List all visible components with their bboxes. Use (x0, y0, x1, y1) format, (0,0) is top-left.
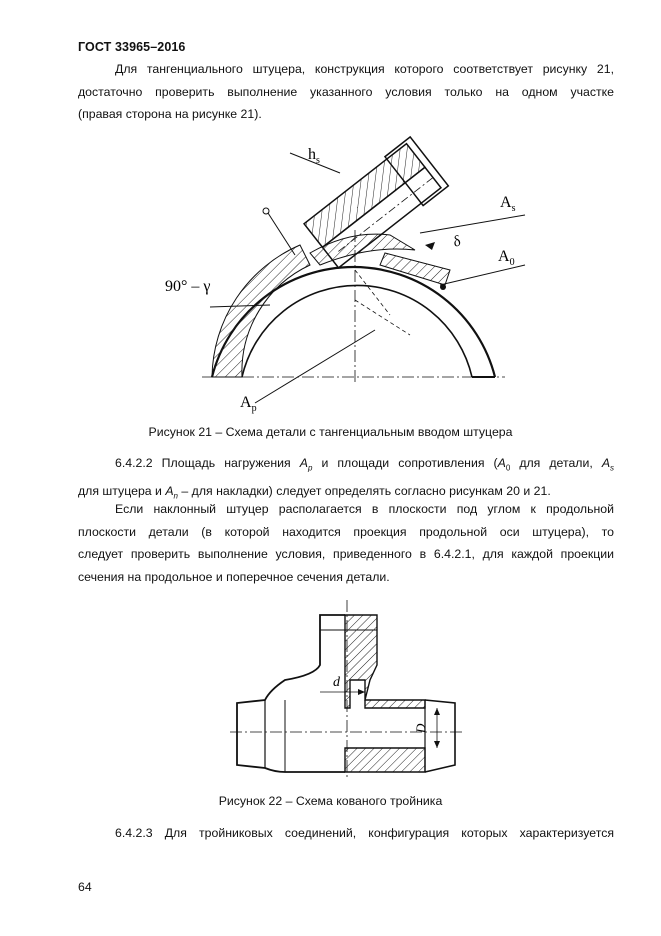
intro-line-1: Для тангенциального штуцера, конструкция которого соответствует рисунку 21, (115, 62, 614, 76)
point-a0 (440, 284, 446, 290)
leader-as (420, 215, 525, 233)
section-6422-line-2: для штуцера и $A_n$ – для накладки) следует определять согласно рисункам 20 и 21. (78, 483, 551, 501)
section-6423-paragraph (78, 822, 614, 845)
intro-line-2: достаточно проверить выполнение указанного условия только на одном участке (78, 84, 614, 99)
document-header: ГОСТ 33965–2016 (78, 40, 186, 54)
figure-22-caption: Рисунок 22 – Схема кованого тройника (218, 794, 443, 808)
vessel-inner-arc (242, 285, 472, 377)
incline-line-3: следует проверить выполнение условия, приведенного в 6.4.2.1, для каждой проекции (78, 547, 614, 561)
label-as: $A_s$ (500, 194, 516, 214)
page-number: 64 (78, 880, 92, 894)
tee-right-section-top (345, 615, 425, 708)
tee-right-end (425, 700, 455, 772)
leader-ap (255, 330, 375, 403)
label-ap: $A_p$ (240, 394, 257, 414)
figure-22-drawing (225, 600, 465, 780)
intro-line-3: (правая сторона на рисунке 21). (78, 107, 262, 121)
tee-right-section-bottom (345, 748, 425, 772)
incline-line-4: сечения на продольное и поперечное сечения детали. (78, 569, 390, 584)
label-d: d (333, 675, 340, 690)
inner-diagonal-2 (355, 270, 390, 315)
leader-small-circle (268, 213, 295, 255)
section-6423-line-1: 6.4.2.3 Для тройниковых соединений, конфигурация которых характеризуется (115, 826, 614, 840)
label-angle: 90° – γ (165, 278, 211, 295)
label-hs: $h_s$ (308, 146, 320, 166)
tee-left-outline (237, 615, 345, 772)
section-6422-line-1: 6.4.2.2 Площадь нагружения $A_p$ и площади сопротивления ($A_0$ для детали, $A_s$ (115, 456, 615, 473)
leader-a0 (440, 265, 525, 285)
intro-paragraph (78, 58, 614, 126)
vessel-wall-hatched-left (212, 245, 310, 377)
incline-paragraph (78, 498, 614, 588)
incline-line-2: плоскости детали (в которой находится проекция продольной оси штуцера), то (78, 524, 614, 539)
arrowhead-as (425, 242, 435, 250)
label-a0: $A_0$ (498, 248, 515, 268)
label-D: D (413, 723, 428, 733)
figure-21-drawing (150, 135, 550, 420)
small-circle-marker (263, 208, 269, 214)
incline-line-1: Если наклонный штуцер располагается в плоскости под углом к продольной (115, 502, 614, 516)
label-delta: δ (450, 233, 463, 251)
figure-21-caption: Рисунок 21 – Схема детали с тангенциальным вводом штуцера (148, 425, 513, 439)
